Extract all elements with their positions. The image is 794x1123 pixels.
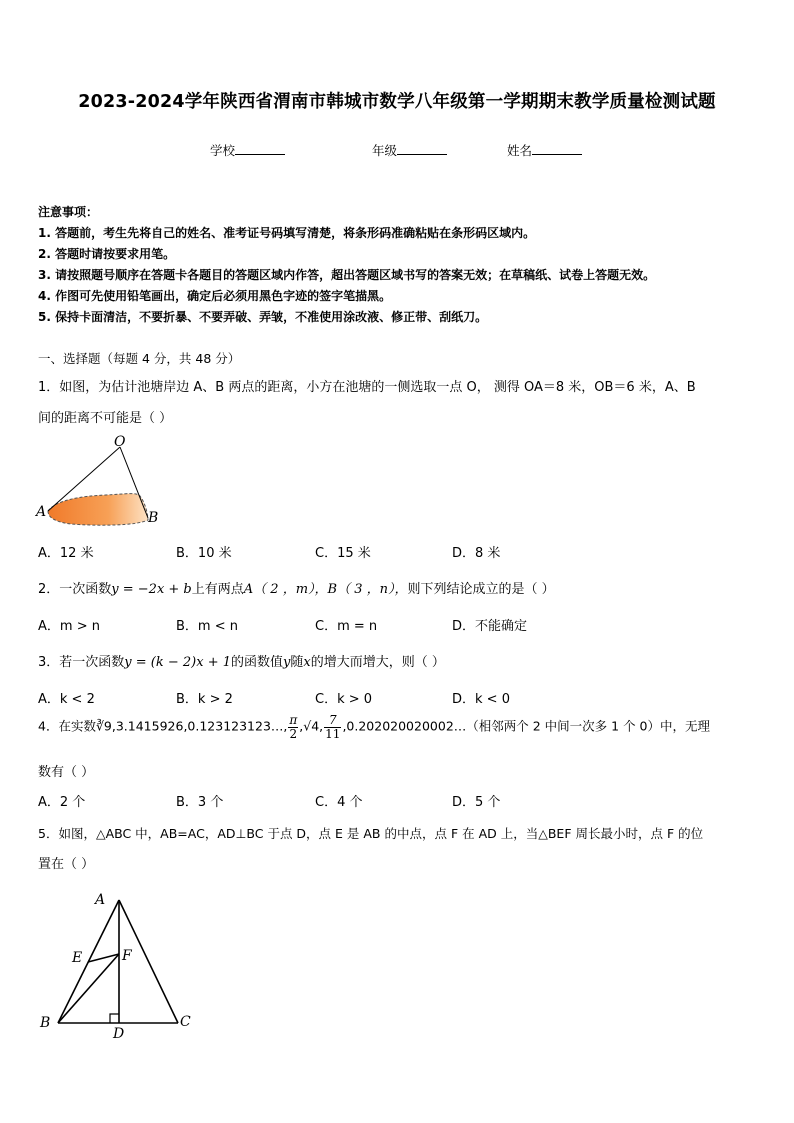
q5-label-d: D <box>113 1026 125 1042</box>
q1-text-line1: 1．如图，为估计池塘岸边 A、B 两点的距离，小方在池塘的一侧选取一点 O， 测得 OA＝8 米，OB＝6 米，A、B <box>38 380 696 395</box>
q5-label-c: C <box>180 1014 191 1030</box>
q2-point-b: B（ 3 ，n）， <box>327 582 408 597</box>
q4-numbers-2: ,0.202020020002… <box>342 718 467 734</box>
q4-option-a[interactable]: A．2 个 <box>38 795 86 810</box>
q4-sqrt4: ,√4, <box>299 718 324 734</box>
q3-middle1: 的函数值 <box>231 655 284 670</box>
q5-label-b: B <box>40 1015 51 1031</box>
q2-option-b[interactable]: B．m < n <box>176 619 238 634</box>
q4-frac2-denominator: 11 <box>325 726 341 741</box>
q3-middle2: 随 <box>290 655 304 670</box>
q4-numbers-1: ∛9,3.1415926,0.123123123…, <box>95 718 288 734</box>
q2-option-c[interactable]: C．m = n <box>315 619 378 634</box>
q1-label-b: B <box>148 510 159 526</box>
notes-heading: 注意事项： <box>38 205 99 219</box>
school-blank[interactable] <box>235 142 285 155</box>
q3-text <box>38 651 445 670</box>
q2-point-a: A（ 2 ，m）， <box>243 582 328 597</box>
grade-field <box>372 141 447 159</box>
q1-pond-figure <box>36 432 176 532</box>
q4-prefix: 4．在实数 <box>38 718 96 734</box>
q3-y: y <box>283 655 291 670</box>
q5-text-line2: 置在（ ） <box>38 857 95 872</box>
q1-option-c[interactable]: C．15 米 <box>315 546 371 561</box>
note-item: 3. 请按照题号顺序在答题卡各题目的答题区域内作答，超出答题区域书写的答案无效；在草稿纸、试卷上答题无效。 <box>38 268 656 282</box>
q3-option-b[interactable]: B．k > 2 <box>176 692 233 707</box>
q2-middle: 上有两点 <box>191 582 244 597</box>
q1-label-o: O <box>114 434 126 450</box>
q2-text <box>38 578 555 597</box>
q2-function: y = −2x + b <box>111 582 192 597</box>
q5-label-f: F <box>122 948 132 964</box>
q4-frac2-numerator: 7 <box>324 714 341 728</box>
q3-prefix: 3．若一次函数 <box>38 655 125 670</box>
q4-fraction-7-over-11 <box>324 714 341 740</box>
q2-prefix: 2．一次函数 <box>38 582 112 597</box>
section-heading: 一、选择题（每题 4 分，共 48 分） <box>38 351 241 366</box>
page-title: 2023-2024学年陕西省渭南市韩城市数学八年级第一学期期末教学质量检测试题 <box>78 92 716 112</box>
name-label: 姓名 <box>507 143 533 158</box>
note-item: 5. 保持卡面清洁，不要折暴、不要弄破、弄皱，不准使用涂改液、修正带、刮纸刀。 <box>38 310 488 324</box>
q4-fraction-pi-over-2 <box>288 714 298 740</box>
name-field <box>507 141 582 159</box>
name-blank[interactable] <box>532 142 582 155</box>
q4-option-d[interactable]: D．5 个 <box>452 795 501 810</box>
q5-label-e: E <box>72 950 83 966</box>
q2-option-a[interactable]: A．m > n <box>38 619 100 634</box>
q2-suffix: 则下列结论成立的是（ ） <box>407 582 555 597</box>
q4-suffix: （相邻两个 2 中间一次多 1 个 0）中，无理 <box>466 718 711 734</box>
grade-blank[interactable] <box>397 142 447 155</box>
grade-label: 年级 <box>372 143 398 158</box>
q4-option-c[interactable]: C．4 个 <box>315 795 363 810</box>
q1-option-a[interactable]: A．12 米 <box>38 546 94 561</box>
note-item: 4. 作图可先使用铅笔画出，确定后必须用黑色字迹的签字笔描黑。 <box>38 289 392 303</box>
q4-text-line2: 数有（ ） <box>38 765 95 780</box>
q3-suffix: 的增大而增大，则（ ） <box>310 655 445 670</box>
note-item: 2. 答题时请按要求用笔。 <box>38 247 176 261</box>
q5-text-line1: 5．如图，△ABC 中，AB=AC，AD⊥BC 于点 D，点 E 是 AB 的中点，点 F 在 AD 上，当△BEF 周长最小时，点 F 的位 <box>38 826 704 841</box>
q1-option-b[interactable]: B．10 米 <box>176 546 232 561</box>
q1-option-d[interactable]: D．8 米 <box>452 546 501 561</box>
q4-frac1-denominator: 2 <box>289 726 298 741</box>
q1-label-a: A <box>36 504 47 520</box>
q4-frac1-numerator: π <box>289 713 298 727</box>
q4-option-b[interactable]: B．3 个 <box>176 795 224 810</box>
q3-x: x <box>303 655 311 670</box>
school-field <box>210 141 285 159</box>
q5-triangle-figure <box>36 886 206 1046</box>
q3-function: y = (k − 2)x + 1 <box>124 655 231 670</box>
q3-option-d[interactable]: D．k < 0 <box>452 692 510 707</box>
q3-option-a[interactable]: A．k < 2 <box>38 692 95 707</box>
note-item: 1. 答题前，考生先将自己的姓名、准考证号码填写清楚，将条形码准确粘贴在条形码区域内。 <box>38 226 536 240</box>
q3-option-c[interactable]: C．k > 0 <box>315 692 373 707</box>
q1-text-line2: 间的距离不可能是（ ） <box>38 411 173 426</box>
q2-option-d[interactable]: D．不能确定 <box>452 619 528 634</box>
q4-text <box>38 714 710 740</box>
school-label: 学校 <box>210 143 236 158</box>
q5-label-a: A <box>95 892 106 908</box>
